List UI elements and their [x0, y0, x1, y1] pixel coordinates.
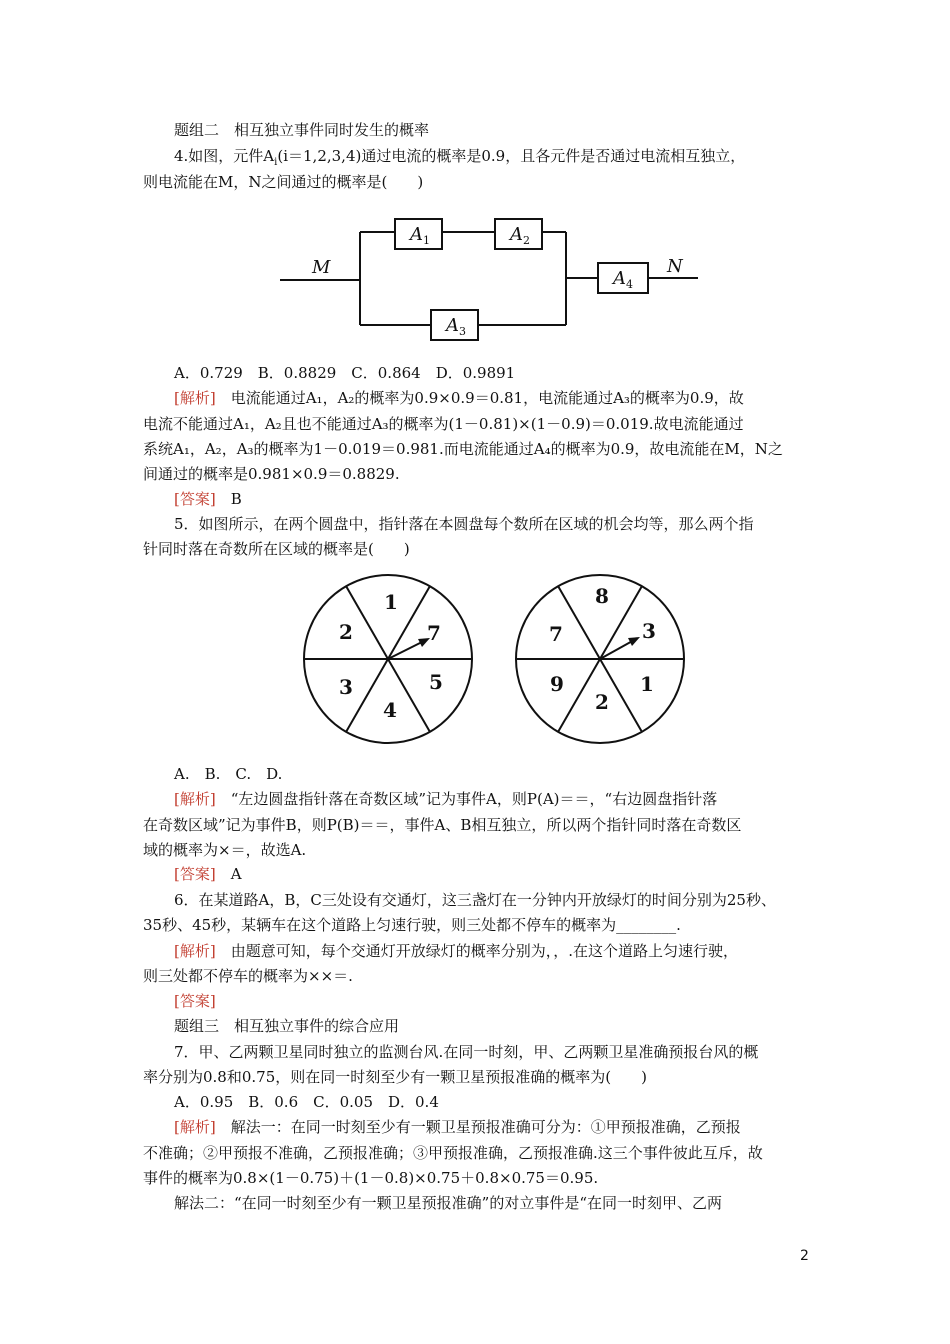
right-disk-number: 9: [550, 672, 564, 696]
right-disk-number: 2: [595, 690, 609, 714]
component-a1: $A_1$: [410, 224, 430, 247]
q6-analysis-line1: [解析] 由题意可知，每个交通灯开放绿灯的概率分别为，，.在这个道路上匀速行驶，: [174, 942, 738, 960]
analysis-tag: [解析]: [174, 790, 216, 808]
component-a2: $A_2$: [510, 224, 530, 247]
q5-stem-line1: 5．如图所示，在两个圆盘中，指针落在本圆盘每个数所在区域的机会均等，那么两个指: [174, 515, 754, 533]
right-disk-number: 7: [549, 622, 563, 646]
q7-analysis-line1: [解析] 解法一：在同一时刻至少有一颗卫星预报准确可分为：①甲预报准确，乙预报: [174, 1118, 741, 1136]
right-disk-number: 3: [642, 619, 656, 643]
q4-stem-line2: 则电流能在M，N之间通过的概率是( ): [143, 173, 424, 191]
q5-stem-line2: 针同时落在奇数所在区域的概率是( ): [143, 540, 410, 558]
q7-analysis-line3: 事件的概率为0.8×(1－0.75)＋(1－0.8)×0.75＋0.8×0.75＝0.95.: [143, 1169, 599, 1187]
left-disk-number: 3: [339, 675, 353, 699]
q6-analysis-line2: 则三处都不停车的概率为××＝.: [143, 967, 353, 985]
left-disk-number: 4: [383, 698, 397, 722]
answer-tag: [答案]: [174, 992, 216, 1010]
left-disk-number: 7: [427, 621, 441, 645]
pointer-arrow-right: [628, 637, 640, 646]
group2-heading: 题组二 相互独立事件同时发生的概率: [174, 121, 430, 139]
q7-stem-line2: 率分别为0.8和0.75，则在同一时刻至少有一颗卫星预报准确的概率为( ): [143, 1068, 647, 1086]
analysis-tag: [解析]: [174, 1118, 216, 1136]
q6-stem-line1: 6．在某道路A，B，C三处设有交通灯，这三盏灯在一分钟内开放绿灯的时间分别为25秒、: [174, 891, 776, 909]
q4-analysis-line3: 系统A₁，A₂，A₃的概率为1－0.019＝0.981.而电流能通过A₄的概率为0.9，故电流能在M，N之: [143, 440, 783, 458]
q6-stem-line2: 35秒、45秒，某辆车在这个道路上匀速行驶，则三处都不停车的概率为________.: [143, 916, 681, 934]
component-a4: $A_4$: [613, 268, 633, 291]
q4-answer: [答案] B: [174, 490, 242, 508]
page-number: 2: [800, 1248, 809, 1264]
left-disk-number: 5: [429, 670, 443, 694]
answer-tag: [答案]: [174, 865, 216, 883]
analysis-tag: [解析]: [174, 389, 216, 407]
group3-heading: 题组三 相互独立事件的综合应用: [174, 1017, 400, 1035]
q5-analysis-line2: 在奇数区域”记为事件B，则P(B)＝＝，事件A、B相互独立，所以两个指针同时落在奇数区: [143, 816, 742, 834]
answer-tag: [答案]: [174, 490, 216, 508]
q7-analysis-line2: 不准确；②甲预报不准确，乙预报准确；③甲预报准确，乙预报准确.这三个事件彼此互斥，故: [143, 1144, 763, 1162]
q5-answer: [答案] A: [174, 865, 242, 883]
q4-options: A．0.729 B．0.8829 C．0.864 D．0.9891: [174, 364, 516, 382]
q4-analysis-line2: 电流不能通过A₁，A₂且也不能通过A₃的概率为(1－0.81)×(1－0.9)＝0.019.故电流能通过: [143, 415, 744, 433]
q7-options: A．0.95 B．0.6 C．0.05 D．0.4: [174, 1093, 439, 1111]
q6-answer: [174, 991, 216, 1011]
q4-analysis-line1: [解析] 电流能通过A₁，A₂的概率为0.9×0.9＝0.81，电流能通过A₃的概率为0.9，故: [174, 389, 744, 407]
spinner-disks: [290, 565, 700, 745]
q4-stem-line1: 4.如图，元件$A_i(i=1,2,3,4)$通过电流的概率是0.9，且各元件是否通过电流相互独立，: [174, 147, 746, 168]
left-disk-number: 2: [339, 620, 353, 644]
circuit-diagram: [270, 205, 710, 345]
q5-analysis-line1: [解析] “左边圆盘指针落在奇数区域”记为事件A，则P(A)＝＝，“右边圆盘指针落: [174, 790, 718, 808]
component-a3: $A_3$: [446, 315, 466, 338]
right-disk-number: 8: [595, 584, 609, 608]
right-disk-number: 1: [640, 672, 654, 696]
analysis-tag: [解析]: [174, 942, 216, 960]
q4-analysis-line4: 间通过的概率是0.981×0.9＝0.8829.: [143, 465, 400, 483]
q5-analysis-line3: 域的概率为×＝，故选A.: [143, 841, 307, 859]
circuit-label-n: N: [667, 256, 683, 277]
q7-stem-line1: 7．甲、乙两颗卫星同时独立的监测台风.在同一时刻，甲、乙两颗卫星准确预报台风的概: [174, 1043, 759, 1061]
q5-options: A. B. C. D.: [174, 765, 283, 783]
circuit-label-m: M: [312, 257, 331, 278]
q7-analysis-line4: 解法二：“在同一时刻至少有一颗卫星预报准确”的对立事件是“在同一时刻甲、乙两: [174, 1194, 723, 1212]
left-disk-number: 1: [384, 590, 398, 614]
